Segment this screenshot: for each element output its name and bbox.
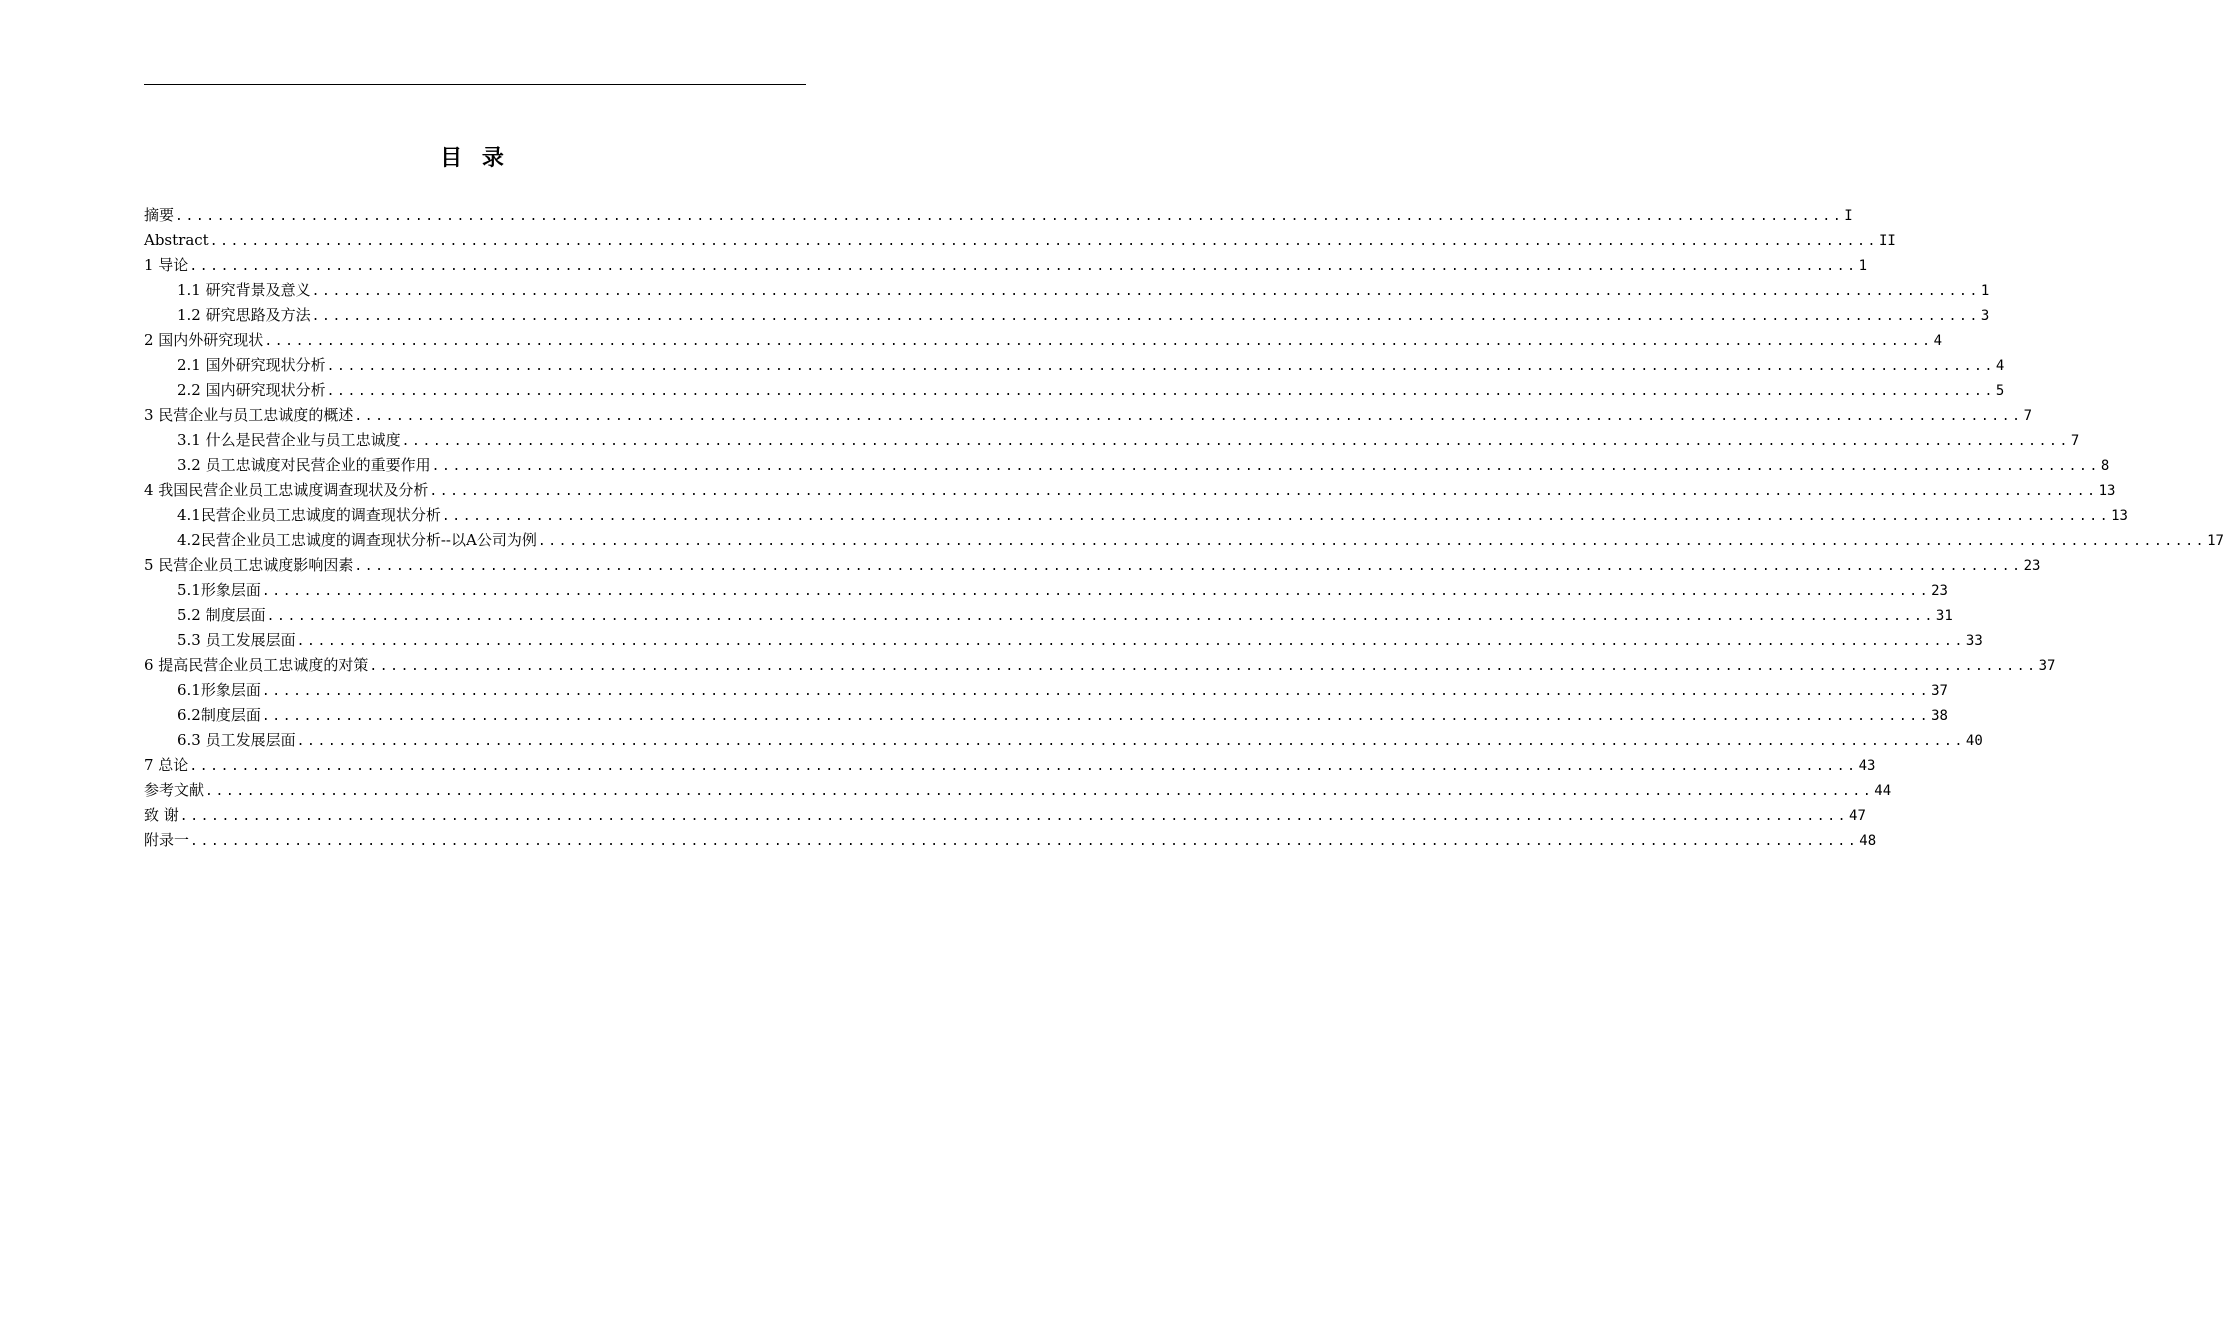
toc-entry-title: 6.3 员工发展层面 (177, 731, 296, 749)
toc-entry-title: 5 民营企业员工忠诚度影响因素 (144, 556, 354, 574)
toc-entry-page-number: 4 (1995, 358, 2005, 374)
toc-entry[interactable] (144, 478, 2116, 503)
toc-entry-title: 2.2 国内研究现状分析 (177, 381, 326, 399)
table-of-contents (144, 203, 2224, 853)
toc-entry-page-number: 7 (2070, 433, 2080, 449)
toc-entry-title: 2 国内外研究现状 (144, 331, 264, 349)
toc-entry-title: 1.1 研究背景及意义 (177, 281, 311, 299)
toc-dot-leader: ................................................................................................................................................................ (441, 509, 2111, 524)
toc-dot-leader: ................................................................................................................................................................ (429, 484, 2098, 499)
toc-entry-title: 1.2 研究思路及方法 (177, 306, 311, 324)
toc-entry[interactable] (144, 728, 1983, 753)
toc-entry-title: 4.2民营企业员工忠诚度的调查现状分析--以A公司为例 (177, 531, 537, 549)
toc-entry[interactable] (144, 228, 1896, 253)
toc-entry-page-number: 38 (1931, 708, 1948, 724)
toc-entry-page-number: 8 (2100, 458, 2110, 474)
toc-entry-title: 6 提高民营企业员工忠诚度的对策 (144, 656, 369, 674)
toc-entry[interactable] (144, 453, 2110, 478)
toc-entry[interactable] (144, 378, 2005, 403)
toc-dot-leader: ................................................................................................................................................................ (431, 459, 2100, 474)
toc-entry[interactable] (144, 428, 2080, 453)
toc-entry[interactable] (144, 803, 1866, 828)
toc-entry-page-number: 1 (1858, 258, 1868, 274)
toc-dot-leader: ................................................................................................................................................................ (354, 559, 2023, 574)
toc-entry[interactable] (144, 353, 2005, 378)
toc-entry-title: 5.2 制度层面 (177, 606, 266, 624)
toc-entry-page-number: 37 (2038, 658, 2056, 674)
toc-entry-page-number: I (1844, 208, 1853, 224)
toc-entry-title: 摘要 (144, 206, 175, 224)
toc-dot-leader: ................................................................................................................................................................ (189, 259, 1858, 274)
toc-dot-leader: ................................................................................................................................................................ (311, 309, 1980, 324)
toc-entry-page-number: 40 (1965, 733, 1983, 749)
toc-entry[interactable] (144, 553, 2041, 578)
toc-dot-leader: ................................................................................................................................................................ (179, 809, 1849, 824)
toc-entry-title: 2.1 国外研究现状分析 (177, 356, 326, 374)
toc-entry[interactable] (144, 603, 1953, 628)
toc-entry-title: 7 总论 (144, 756, 189, 774)
toc-dot-leader: ................................................................................................................................................................ (266, 609, 1935, 624)
toc-entry[interactable] (144, 578, 1948, 603)
toc-entry-page-number: 44 (1874, 783, 1892, 799)
toc-entry-page-number: 31 (1935, 608, 1953, 624)
toc-entry-title: 附录一 (144, 831, 190, 849)
toc-entry-page-number: 23 (2023, 558, 2041, 574)
toc-dot-leader: ................................................................................................................................................................ (296, 634, 1965, 649)
toc-entry[interactable] (144, 653, 2056, 678)
toc-dot-leader: ................................................................................................................................................................ (205, 784, 1874, 799)
toc-dot-leader: ................................................................................................................................................................ (261, 584, 1931, 599)
toc-entry-title: 4.1民营企业员工忠诚度的调查现状分析 (177, 506, 441, 524)
toc-entry[interactable] (144, 703, 1948, 728)
toc-entry[interactable] (144, 253, 1868, 278)
toc-dot-leader: ................................................................................................................................................................ (326, 359, 1995, 374)
toc-entry-title: 1 导论 (144, 256, 189, 274)
toc-entry-title: 5.3 员工发展层面 (177, 631, 296, 649)
toc-entry-title: 5.1形象层面 (177, 581, 261, 599)
toc-entry-title: 参考文献 (144, 781, 205, 799)
toc-entry-page-number: 48 (1859, 833, 1877, 849)
toc-entry-page-number: 13 (2111, 508, 2128, 524)
toc-entry-page-number: 23 (1931, 583, 1948, 599)
toc-entry-title: Abstract (144, 231, 209, 249)
toc-dot-leader: ................................................................................................................................................................ (175, 209, 1844, 224)
toc-entry[interactable] (144, 278, 1990, 303)
toc-entry-page-number: 47 (1849, 808, 1866, 824)
toc-entry[interactable] (144, 778, 1892, 803)
toc-entry[interactable] (144, 528, 2224, 553)
toc-entry[interactable] (144, 328, 1943, 353)
toc-dot-leader: ................................................................................................................................................................ (311, 284, 1980, 299)
toc-entry-page-number: 3 (1980, 308, 1990, 324)
toc-entry-title: 3.2 员工忠诚度对民营企业的重要作用 (177, 456, 431, 474)
toc-entry[interactable] (144, 828, 1877, 853)
toc-entry-page-number: 4 (1933, 333, 1943, 349)
toc-entry-page-number: 17 (2207, 533, 2224, 549)
toc-entry-page-number: II (1878, 233, 1896, 249)
toc-entry-title: 6.1形象层面 (177, 681, 261, 699)
toc-dot-leader: ................................................................................................................................................................ (261, 709, 1931, 724)
toc-dot-leader: ................................................................................................................................................................ (369, 659, 2038, 674)
toc-entry[interactable] (144, 753, 1876, 778)
toc-entry[interactable] (144, 503, 2128, 528)
toc-entry[interactable] (144, 303, 1990, 328)
toc-dot-leader: ................................................................................................................................................................ (296, 734, 1965, 749)
toc-entry-title: 致 谢 (144, 806, 179, 824)
toc-dot-leader: ................................................................................................................................................................ (209, 234, 1878, 249)
toc-dot-leader: ................................................................................................................................................................ (537, 534, 2207, 549)
toc-dot-leader: ................................................................................................................................................................ (264, 334, 1933, 349)
toc-entry[interactable] (144, 203, 1853, 228)
toc-entry[interactable] (144, 403, 2033, 428)
toc-entry-page-number: 43 (1858, 758, 1876, 774)
toc-entry-title: 4 我国民营企业员工忠诚度调查现状及分析 (144, 481, 429, 499)
page-title: 目 录 (440, 146, 510, 171)
toc-entry[interactable] (144, 678, 1948, 703)
toc-entry-page-number: 7 (2023, 408, 2033, 424)
toc-dot-leader: ................................................................................................................................................................ (401, 434, 2070, 449)
toc-dot-leader: ................................................................................................................................................................ (190, 834, 1859, 849)
toc-entry-title: 3.1 什么是民营企业与员工忠诚度 (177, 431, 401, 449)
header-rule (144, 84, 806, 85)
toc-entry-page-number: 13 (2098, 483, 2116, 499)
toc-dot-leader: ................................................................................................................................................................ (261, 684, 1931, 699)
toc-entry[interactable] (144, 628, 1983, 653)
toc-entry-page-number: 33 (1965, 633, 1983, 649)
toc-entry-page-number: 5 (1995, 383, 2005, 399)
toc-entry-page-number: 37 (1931, 683, 1948, 699)
toc-entry-title: 3 民营企业与员工忠诚度的概述 (144, 406, 354, 424)
toc-dot-leader: ................................................................................................................................................................ (326, 384, 1995, 399)
toc-entry-title: 6.2制度层面 (177, 706, 261, 724)
toc-entry-page-number: 1 (1980, 283, 1990, 299)
toc-dot-leader: ................................................................................................................................................................ (354, 409, 2023, 424)
toc-dot-leader: ................................................................................................................................................................ (189, 759, 1858, 774)
